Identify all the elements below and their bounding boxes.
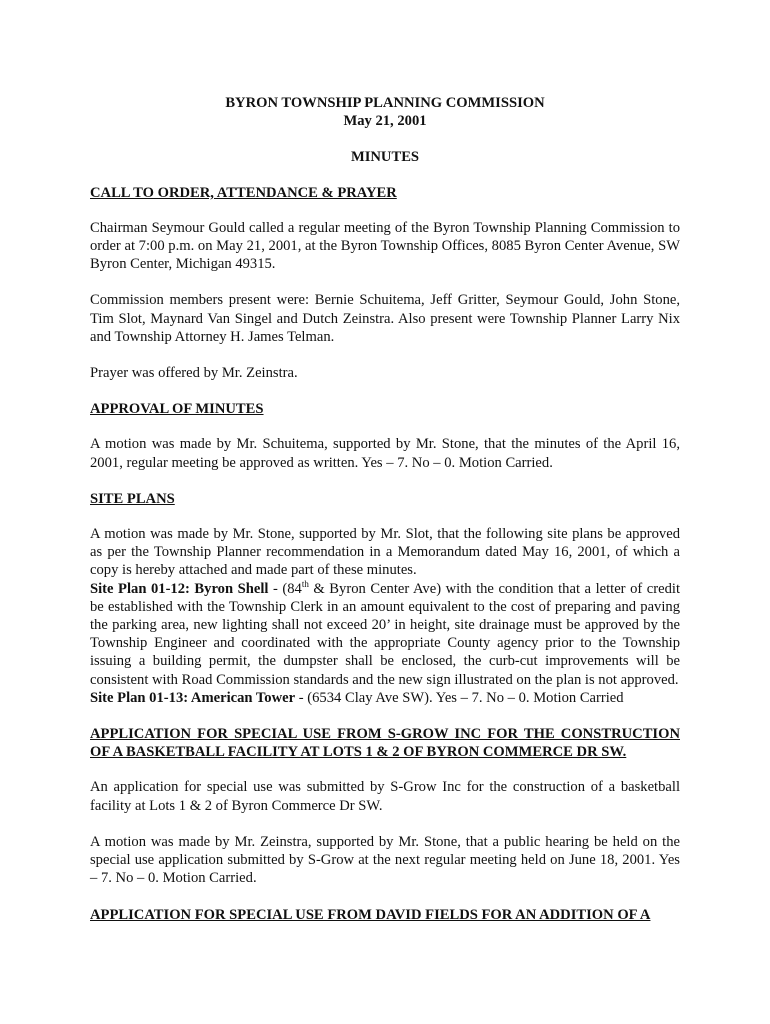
site-plan-01-12-superscript: th	[301, 578, 309, 589]
site-plan-01-13-label: Site Plan 01-13: American Tower	[90, 689, 296, 706]
sgrow-motion-paragraph: A motion was made by Mr. Zeinstra, supported by Mr. Stone, that a public hearing be held on the special use application submitted by S-Grow at the next regular meeting held on June 18, 2001. Yes – 7. No – 0. Motion Carried.	[90, 833, 680, 887]
site-plan-01-12	[90, 580, 680, 689]
sgrow-application-paragraph: An application for special use was submitted by S-Grow Inc for the construction of a basketball facility at Lots 1 & 2 of Byron Commerce Dr SW.	[90, 779, 680, 814]
site-plan-01-12-text: & Byron Center Ave) with the condition that a letter of credit be established with the Township Clerk in an amount equivalent to the cost of preparing and paving the parking area, new lighting shall not exceed 20’ in height, site drainage must be approved by the Township Engineer and coordinated with the appropriate County agency prior to the Township issuing a building permit, the dumpster shall be enclosed, the curb-cut improvements will be consistent with Road Commission standards and the new sign illustrated on the plan is not approved.	[90, 580, 681, 688]
site-plan-01-13	[90, 689, 680, 707]
prayer-paragraph: Prayer was offered by Mr. Zeinstra.	[90, 365, 298, 382]
section-heading-call-to-order: CALL TO ORDER, ATTENDANCE & PRAYER	[90, 184, 397, 201]
site-plans-intro: A motion was made by Mr. Stone, supported by Mr. Slot, that the following site plans be approved as per the Township Planner recommendation in a Memorandum dated May 16, 2001, of which a copy is hereby attached and made part of these minutes.	[90, 526, 680, 579]
section-heading-sgrow: APPLICATION FOR SPECIAL USE FROM S-GROW INC FOR THE CONSTRUCTION OF A BASKETBALL FACILITY AT LOTS 1 & 2 OF BYRON COMMERCE DR SW.	[90, 726, 680, 761]
site-plan-01-12-address-prefix: - (84	[268, 580, 302, 597]
site-plan-01-13-text: - (6534 Clay Ave SW). Yes – 7. No – 0. Motion Carried	[295, 689, 624, 706]
call-to-order-paragraph: Chairman Seymour Gould called a regular meeting of the Byron Township Planning Commission to order at 7:00 p.m. on May 21, 2001, at the Byron Township Offices, 8085 Byron Center Avenue, SW Byron Center, Michigan 49315.	[90, 219, 680, 273]
minutes-label: MINUTES	[350, 149, 420, 166]
section-heading-site-plans: SITE PLANS	[90, 490, 175, 507]
attendance-paragraph: Commission members present were: Bernie Schuitema, Jeff Gritter, Seymour Gould, John Stone, Tim Slot, Maynard Van Singel and Dutch Zeinstra. Also present were Township Planner Larry Nix and Township Attorney H. James Telman.	[90, 292, 680, 345]
document-title: BYRON TOWNSHIP PLANNING COMMISSION	[225, 95, 545, 111]
site-plan-01-12-label: Site Plan 01-12: Byron Shell	[90, 580, 269, 597]
document-content	[90, 94, 680, 924]
meeting-date: May 21, 2001	[343, 113, 427, 130]
section-heading-david-fields: APPLICATION FOR SPECIAL USE FROM DAVID FIELDS FOR AN ADDITION OF A	[90, 906, 651, 923]
approval-paragraph: A motion was made by Mr. Schuitema, supported by Mr. Stone, that the minutes of the April 16, 2001, regular meeting be approved as written. Yes – 7. No – 0. Motion Carried.	[90, 436, 680, 471]
section-heading-approval: APPROVAL OF MINUTES	[90, 401, 264, 418]
